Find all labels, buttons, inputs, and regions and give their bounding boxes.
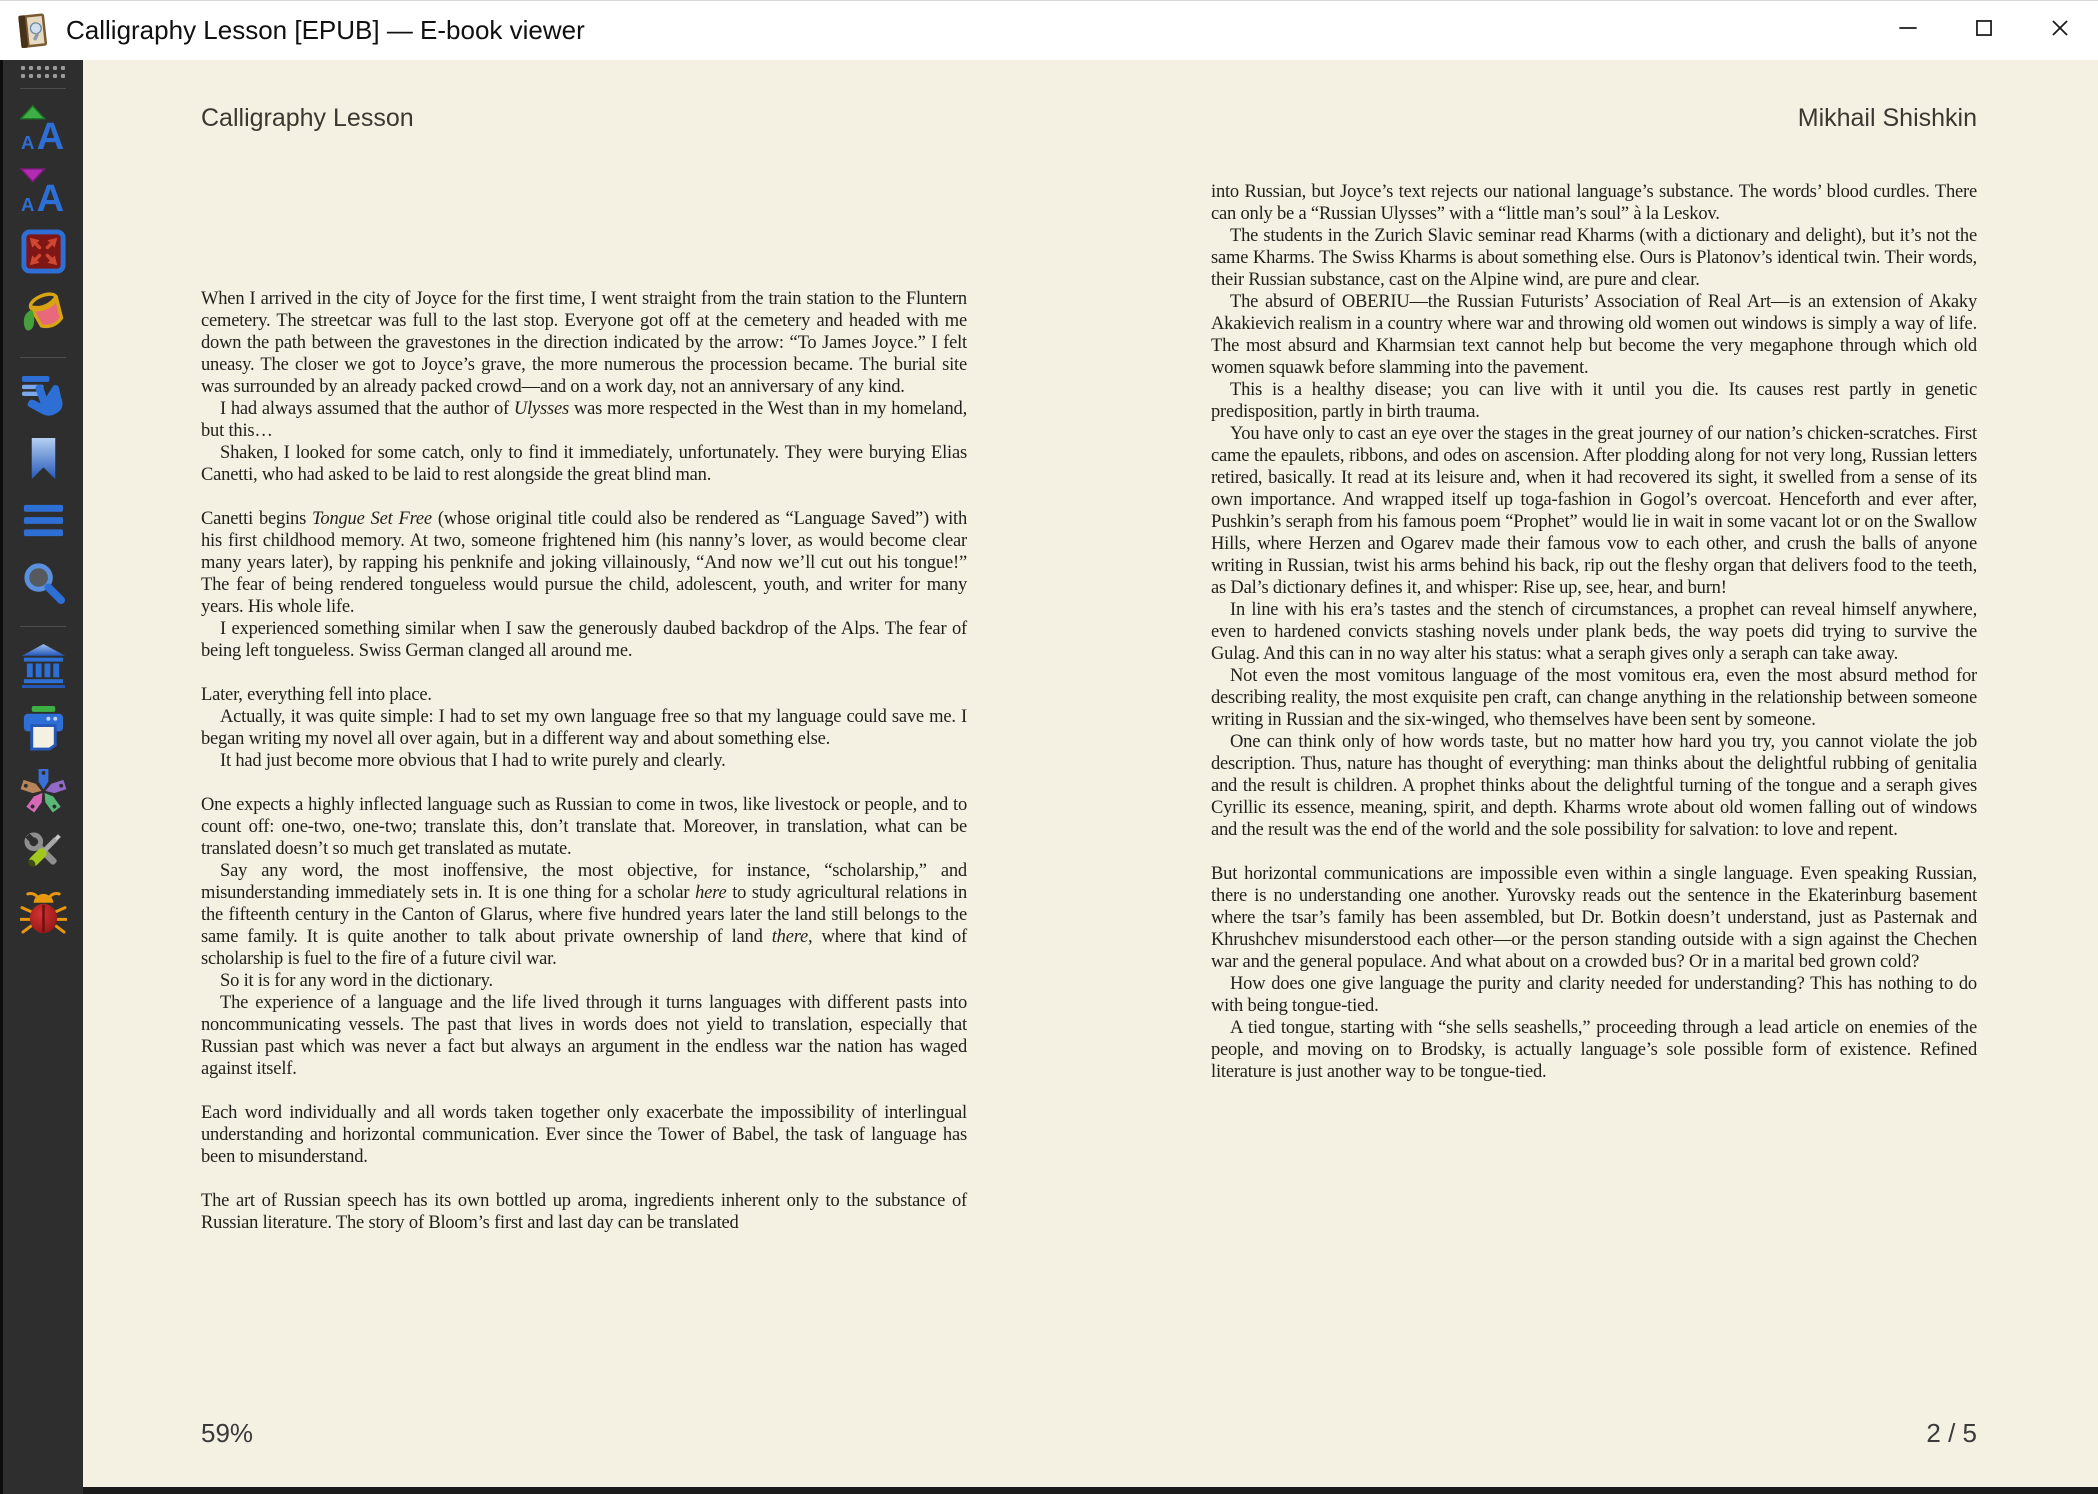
tags-icon [20,766,67,818]
bookmarks-button[interactable] [18,436,68,486]
paragraph: A tied tongue, starting with “she sells seashells,” proceeding through a lead article on enemies of the people, and moving on to Brodsky, is actually language’s sole possible form of existence. Refined literature is just another way to be tongue-tied. [1211,1018,1977,1082]
minimize-button[interactable] [1870,1,1946,60]
svg-text:A: A [36,177,64,213]
paragraph: It had just become more obvious that I had to write purely and clearly. [220,751,726,771]
paragraph: The art of Russian speech has its own bottled up aroma, ingredients inherent only to the substance of Russian literature. The story of Bloom’s first and last day can be translated [201,1191,967,1233]
paragraph: In line with his era’s tastes and the stench of circumstances, a prophet can reveal himself anywhere, even to hardened convicts stashing novels under plank beds, the way poets did trying to survive the Gulag. And this can in no way alter his status: what a seraph gives only a seraph can take away. [1211,600,1977,664]
toolbar-divider [20,357,66,358]
toolbar-divider [20,626,66,627]
search-icon [20,559,67,611]
title-bar [0,0,2098,60]
paragraph: One can think only of how words taste, but no matter how hard you try, you cannot violate the job description. Thus, nature has thought of everything: man thinks about the delightful rubbing of genitalia and the result is children. A prophet thinks about the delightful turning of the tongue and a seraph gives Cyrillic its essence, meaning, spirit, and depth. Kharms wrote about old women falling out of windows and the result was the end of the world and the sole possibility for salvation: to love and repent. [1211,732,1977,840]
window-controls [1870,1,2098,60]
paragraph: Each word individually and all words taken together only exacerbate the impossibility of interlingual understanding and horizontal communication. Ever since the Tower of Babel, the task of language has been to misunderstand. [201,1103,967,1167]
toc-icon [20,497,67,549]
paragraph: Canetti begins Tongue Set Free (whose original title could also be rendered as “Language Saved”) with his first childhood memory. At two, someone frightened him (his nanny’s lover, as would become clear many years later), by rapping his penknife and joking villainously, “And now we’ll cut out his tongue!” The fear of being rendered tongueless would pursue the child, adolescent, youth, and writer for many years. His whole life. [201,509,968,617]
tools-button[interactable] [18,829,68,879]
paragraph: Later, everything fell into place. [201,685,432,705]
reference-icon [20,373,67,425]
paragraph: One expects a highly inflected language such as Russian to come in twos, like livestock or people, and to count off: one-two, one-two; translate this, don’t translate that. Moreover, in translation, what can be translated doesn’t so much get translated as mutate. [201,795,967,859]
decrease-font-size-button[interactable] [18,167,68,217]
tools-icon [20,828,67,880]
print-icon [20,704,67,756]
paragraph: So it is for any word in the dictionary. [220,971,493,991]
svg-text:A: A [20,194,34,213]
colors-icon [20,290,67,342]
paragraph: Say any word, the most inoffensive, the most objective, for instance, “scholarship,” and misunderstanding immediately sets in. It is one thing for a scholar here to study agricultural relations in the fifteenth century in the Canton of Glarus, where five hundred years later the land still belongs to the same family. It is quite another to talk about private ownership of land there, where that kind of scholarship is fuel to the fire of a future civil war. [201,861,967,969]
search-button[interactable] [18,560,68,610]
paragraph: I had always assumed that the author of Ulysses was more respected in the West than in my homeland, but this… [201,399,967,441]
running-header [201,104,1977,133]
author-header: Mikhail Shishkin [1797,104,1977,132]
bookmark-icon [20,435,67,487]
reference-mode-button[interactable] [18,374,68,424]
paragraph: The absurd of OBERIU—the Russian Futurists’ Association of Real Art—is an extension of Akaky Akakievich realism in a country where war and throwing old women out windows is simply a way of life. The most absurd and Kharmsian text cannot help but become the very megaphone through which old women squawk before slamming into the pavement. [1211,292,1977,378]
library-icon [20,642,67,694]
paragraph: But horizontal communications are impossible even within a single language. Even speaking Russian, there is no understanding one another. Yurovsky reads out the sentence in the Ekaterinburg basement where the tsar’s family has been assembled, but Dr. Botkin doesn’t understand, just as Pasternak and Khrushchev misunderstood each other—or the person standing outside with a sign against the Chechen war and the general populace. And what about on a crowded bus? Or in a marital bed grown cold? [1211,864,1977,972]
table-of-contents-button[interactable] [18,498,68,548]
column-right [1211,181,1977,1083]
paragraph: This is a healthy disease; you can live with it until you die. Its causes rest partly in genetic predisposition, partly in birth trauma. [1211,380,1977,422]
viewer-toolbar [0,60,83,1494]
font-up-icon [20,104,67,156]
paragraph: You have only to cast an eye over the stages in the great journey of our nation’s chicken-scratches. First came the epaulets, ribbons, and odes on ascension. After plodding along for not very long, Russian letters retired, basically. It read at its leisure and, when it had recovered its sight, it swelled from a sense of its own importance. And wrapped itself up toga-fashion in Gogol’s overcoat. Henceforth and ever after, Pushkin’s seraph from his famous poem “Prophet” would lie in wait in some vacant lot or on the Swallow Hills, where Herzen and Ogarev made their famous vow to each other, and crush the balls of anyone writing in Russian, twist his arms behind his back, rip out the fleshy organ that delivers food to the teeth, as Dal’s dictionary defines it, and whisper: Rise up, see, hear, and burn! [1211,424,1977,598]
paragraph: I experienced something similar when I saw the generously daubed backdrop of the Alps. The fear of being left tongueless. Swiss German clanged all around me. [201,619,967,661]
window-title: Calligraphy Lesson [EPUB] — E-book viewer [66,15,585,45]
column-left [201,288,967,1234]
progress-percent: 59% [201,1418,254,1448]
svg-text:A: A [36,115,64,151]
book-page-area [83,60,2098,1494]
close-button[interactable] [2022,1,2098,60]
paragraph: Actually, it was quite simple: I had to set my own language free so that my language could save me. I began writing my novel all over again, but in a different way and about something else. [201,707,967,749]
preferences-button[interactable] [18,767,68,817]
toolbar-divider [20,88,66,89]
bug-icon [20,890,67,942]
page-indicator: 2 / 5 [1926,1418,1977,1448]
open-library-button[interactable] [18,643,68,693]
svg-text:A: A [20,132,34,151]
page-footer [201,1418,1977,1449]
maximize-icon [1971,15,1997,46]
fullscreen-icon [20,228,67,280]
paragraph: When I arrived in the city of Joyce for the first time, I went straight from the train station to the Fluntern cemetery. The streetcar was full to the last stop. Everyone got off at the cemetery and headed with me down the path between the gravestones in the direction indicated by the arrow: “To James Joyce.” I felt uneasy. The closer we got to Joyce’s grave, the more numerous the procession became. The burial site was surrounded by an already packed crowd—and on a work day, not an anniversary of any kind. [201,289,967,397]
paragraph: into Russian, but Joyce’s text rejects our national language’s substance. The words’ blood curdles. There can only be a “Russian Ulysses” with a “little man’s soul” à la Leskov. [1211,182,1977,224]
paragraph: Shaken, I looked for some catch, only to find it immediately, unfortunately. They were burying Elias Canetti, who had asked to be laid to rest alongside the great blind man. [201,443,967,485]
minimize-icon [1895,15,1921,46]
paragraph: Not even the most vomitous language of the most vomitous era, even the most absurd method for describing reality, the most exquisite pen craft, can change anything in the relationship between someone writing in Russian and the six-winged, who themselves have been sent by someone. [1211,666,1977,730]
status-popup-partial [83,1487,2098,1494]
debug-button[interactable] [18,891,68,941]
maximize-button[interactable] [1946,1,2022,60]
book-title-header: Calligraphy Lesson [201,104,414,132]
paragraph: The students in the Zurich Slavic seminar read Kharms (with a dictionary and delight), but it’s not the same Kharms. The Swiss Kharms is about something else. Ours is Platonov’s identical twin. Their words, their Russian substance, cast on the Alpine wind, are pure and clear. [1211,226,1977,290]
paragraph: The experience of a language and the life lived through it turns languages with different pasts into noncommunicating vessels. The past that lives in words does not yield to translation, especially that Russian past which was never a fact but always an argument in the endless war the nation has waged against itself. [201,993,967,1079]
close-icon [2047,15,2073,46]
book-app-icon [14,11,54,51]
font-down-icon [20,166,67,218]
increase-font-size-button[interactable] [18,105,68,155]
toggle-fullscreen-button[interactable] [18,229,68,279]
print-button[interactable] [18,705,68,755]
toolbar-grip-handle[interactable] [21,66,65,78]
paragraph: How does one give language the purity and clarity needed for understanding? This has nothing to do with being tongue-tied. [1211,974,1977,1016]
color-scheme-button[interactable] [18,291,68,341]
